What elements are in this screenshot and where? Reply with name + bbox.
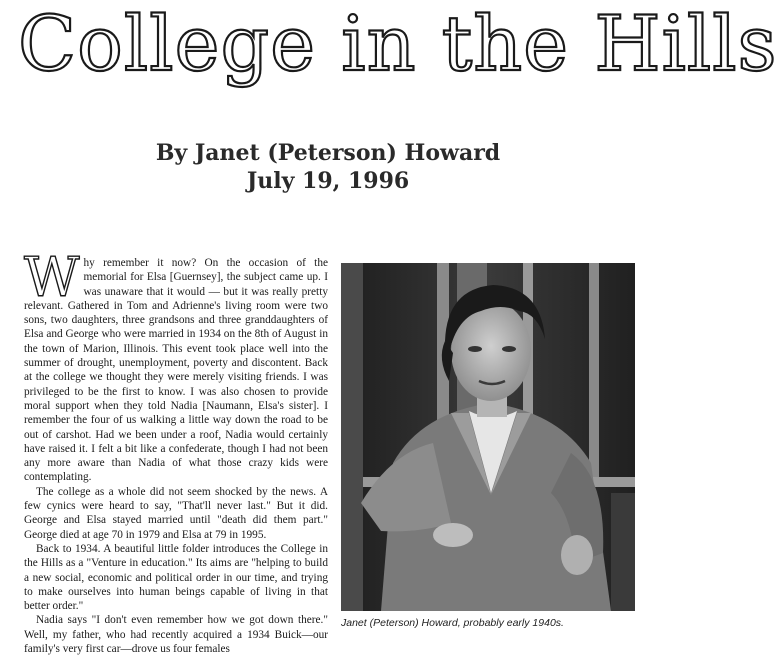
article-paragraph: The college as a whole did not seem shocked by the news. A few cynics were heard to say, "That'll never last." But it did. George and Elsa stayed married until "death did them part." George died at age 70 in 1979 and Elsa at 79 in 1995.	[24, 485, 328, 541]
article-body	[24, 246, 328, 656]
photo-caption: Janet (Peterson) Howard, probably early 1940s.	[341, 617, 564, 629]
drop-cap: W	[24, 246, 80, 309]
paragraph-text: hy remember it now? On the occasion of the memorial for Elsa [Guernsey], the subject came up. I was unaware that it would — but it was really pretty relevant. Gathered in Tom and Adrienne's living room were two sons, two daughters, three grandsons and three granddaughters of Elsa and George who were married in 1934 on the 8th of August in the town of Marion, Illinois. This event took place well into the summer of drought, unemployment, poverty and discontent. Back at the college we thought they were merely visiting friends. I was privileged to be the first to know. I was also chosen to provide moral support when they told Nadia [Naumann, Elsa's sister]. I remember the four of us walking a little way down the road to be out of carshot. Had we been under a roof, Nadia would certainly have raised it. I felt a bit like a confederate, though I had not been any more aware than Nadia of what those crazy kids were contemplating.	[24, 257, 328, 484]
byline-block	[0, 140, 656, 195]
article-paragraph: Nadia says "I don't even remember how we got down there." Well, my father, who had recently acquired a 1934 Buick—our family's very first car—drove us four females	[24, 614, 328, 656]
article-paragraph: Back to 1934. A beautiful little folder introduces the College in the Hills as a "Venture in education." Its aims are "helping to build a new social, economic and political order in our time, and trying to make ourselves into human beings capable of living in that better order."	[24, 542, 328, 613]
article-paragraph	[24, 246, 328, 485]
page-title: College in the Hills	[18, 0, 778, 88]
portrait-photo	[341, 263, 635, 611]
article-date: July 19, 1996	[246, 167, 410, 194]
portrait-illustration	[341, 263, 635, 611]
author-byline: By Janet (Peterson) Howard	[155, 140, 501, 166]
